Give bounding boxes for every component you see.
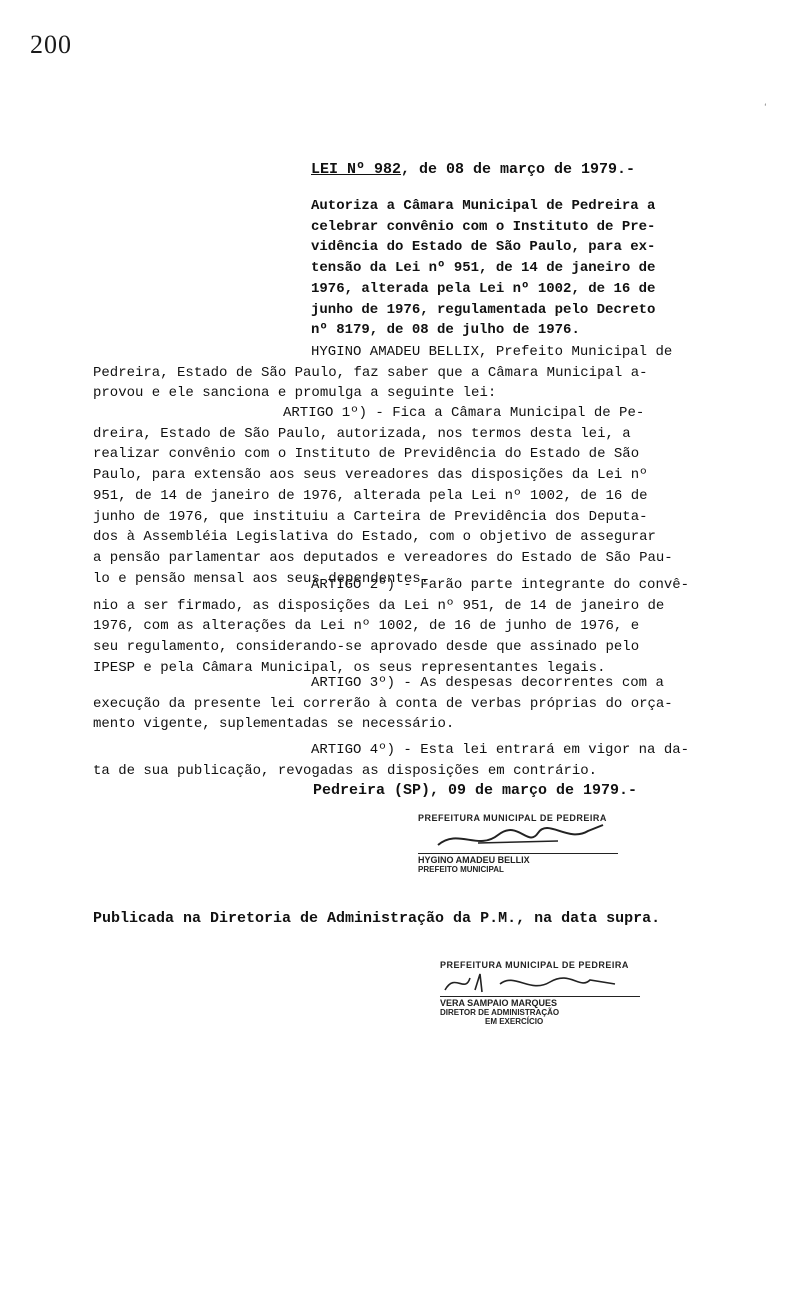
summary-line: tensão da Lei nº 951, de 14 de janeiro de — [311, 260, 656, 277]
article-line: execução da presente lei correrão à conta de verbas próprias do orça- — [93, 695, 673, 712]
law-summary — [311, 196, 691, 341]
law-number: LEI Nº 982 — [311, 161, 402, 178]
article-line: 951, de 14 de janeiro de 1976, alterada pela Lei nº 1002, de 16 de — [93, 487, 648, 504]
article-3 — [93, 673, 717, 735]
article-line: IPESP e pela Câmara Municipal, os seus representantes legais. — [93, 659, 606, 676]
summary-line: vidência do Estado de São Paulo, para ex- — [311, 239, 656, 256]
page-number: 200 — [30, 30, 72, 59]
article-line: ARTIGO 3º) - As despesas decorrentes com a — [311, 675, 664, 691]
intro-line: provou e ele sanciona e promulga a seguinte lei: — [93, 385, 497, 402]
mayor-name: HYGINO AMADEU BELLIX — [418, 853, 618, 865]
signature-scribble — [418, 823, 618, 853]
article-line: junho de 1976, que instituiu a Carteira de Previdência dos Deputa- — [93, 508, 648, 525]
article-line: realizar convênio com o Instituto de Previdência do Estado de São — [93, 446, 640, 463]
margin-mark: ʻ — [762, 103, 768, 113]
publication-note: Publicada na Diretoria de Administração da P.M., na data supra. — [93, 910, 661, 927]
article-line: Paulo, para extensão aos seus vereadores das disposições da Lei nº — [93, 467, 648, 484]
article-line: dreira, Estado de São Paulo, autorizada, nos termos desta lei, a — [93, 425, 631, 442]
article-1 — [93, 403, 717, 589]
stamp-organization: PREFEITURA MUNICIPAL DE PEDREIRA — [440, 960, 629, 970]
article-line: a pensão parlamentar aos deputados e vereadores do Estado de São Pau- — [93, 549, 673, 566]
mayor-signature-stamp — [418, 813, 618, 874]
director-signature-stamp — [440, 960, 640, 1026]
director-role: DIRETOR DE ADMINISTRAÇÃO — [440, 1008, 560, 1017]
article-line: mento vigente, suplementadas se necessário. — [93, 716, 455, 733]
summary-line: nº 8179, de 08 de julho de 1976. — [311, 322, 580, 339]
article-4 — [93, 740, 717, 781]
article-line: lo e pensão mensal aos seus dependentes. — [93, 570, 430, 587]
signature-scribble — [440, 970, 640, 996]
intro-line: HYGINO AMADEU BELLIX, Prefeito Municipal de — [311, 344, 673, 360]
article-line: ta de sua publicação, revogadas as disposições em contrário. — [93, 762, 598, 779]
article-line: dos à Assembléia Legislativa do Estado, com o objetivo de assegurar — [93, 529, 656, 546]
article-line: ARTIGO 4º) - Esta lei entrará em vigor na da- — [311, 742, 690, 758]
article-line: seu regulamento, considerando-se aprovado desde que assinado pelo — [93, 639, 640, 656]
summary-line: celebrar convênio com o Instituto de Pre- — [311, 218, 656, 235]
stamp-organization: PREFEITURA MUNICIPAL DE PEDREIRA — [418, 813, 607, 823]
mayor-role: PREFEITO MUNICIPAL — [418, 865, 504, 874]
closing-date: Pedreira (SP), 09 de março de 1979.- — [313, 782, 638, 799]
law-title — [311, 161, 635, 178]
article-line: 1976, com as alterações da Lei nº 1002, de 16 de junho de 1976, e — [93, 618, 640, 635]
law-date: , de 08 de março de 1979.- — [401, 161, 636, 178]
article-line: ARTIGO 2º) - Farão parte integrante do convê- — [311, 577, 690, 593]
article-line: nio a ser firmado, as disposições da Lei nº 951, de 14 de janeiro de — [93, 597, 665, 614]
intro-line: Pedreira, Estado de São Paulo, faz saber que a Câmara Municipal a- — [93, 364, 648, 381]
article-2 — [93, 575, 717, 679]
summary-line: 1976, alterada pela Lei nº 1002, de 16 de — [311, 280, 656, 297]
article-line: ARTIGO 1º) - Fica a Câmara Municipal de Pe- — [283, 405, 645, 421]
summary-line: Autoriza a Câmara Municipal de Pedreira a — [311, 198, 656, 214]
intro-paragraph — [93, 342, 717, 404]
summary-line: junho de 1976, regulamentada pelo Decreto — [311, 301, 656, 318]
director-status: EM EXERCÍCIO — [485, 1017, 544, 1026]
director-name: VERA SAMPAIO MARQUES — [440, 996, 640, 1008]
